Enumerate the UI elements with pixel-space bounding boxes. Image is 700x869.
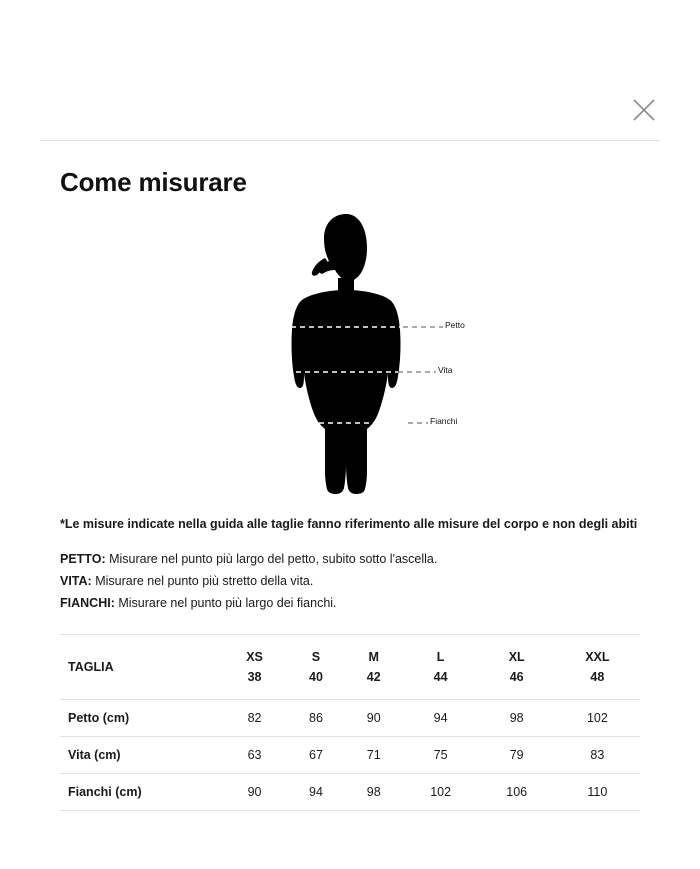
definition-term: FIANCHI:	[60, 596, 115, 610]
cell-value: 98	[345, 774, 403, 811]
table-row	[60, 774, 640, 811]
definition-text: Misurare nel punto più largo del petto, subito sotto l'ascella.	[105, 551, 438, 566]
size-letter: S	[311, 650, 321, 665]
row-label: Vita (cm)	[60, 737, 222, 774]
cell-value: 98	[479, 700, 555, 737]
size-column-s	[287, 635, 345, 700]
modal-content	[0, 167, 700, 811]
size-letter: XXL	[585, 650, 610, 665]
size-column-xs	[222, 635, 287, 700]
header-divider	[40, 140, 660, 141]
size-column-xxl	[555, 635, 640, 700]
table-header-row	[60, 635, 640, 700]
definition-term: VITA:	[60, 573, 92, 588]
size-column-m	[345, 635, 403, 700]
size-table	[60, 634, 640, 811]
measurement-definitions	[60, 548, 640, 615]
size-number: 40	[309, 670, 323, 685]
definition-term: PETTO:	[60, 551, 106, 566]
measurement-figure	[60, 210, 640, 500]
size-number: 38	[247, 670, 262, 685]
size-column-l	[403, 635, 479, 700]
size-number: 42	[366, 670, 381, 685]
table-row	[60, 700, 640, 737]
cell-value: 110	[555, 774, 640, 811]
modal-topbar	[0, 0, 700, 140]
label-petto: Petto	[445, 320, 465, 330]
definition-text: Misurare nel punto più stretto della vita.	[91, 573, 314, 588]
cell-value: 94	[403, 700, 479, 737]
row-label: Fianchi (cm)	[60, 774, 222, 811]
definition-petto	[60, 548, 640, 570]
cell-value: 90	[222, 774, 287, 811]
size-letter: M	[368, 650, 379, 665]
measurement-note: *Le misure indicate nella guida alle taglie fanno riferimento alle misure del corpo e non degli abiti	[60, 517, 638, 531]
cell-value: 79	[479, 737, 555, 774]
size-column-xl	[479, 635, 555, 700]
definition-text: Misurare nel punto più largo dei fianchi.	[114, 596, 337, 610]
cell-value: 86	[287, 700, 345, 737]
row-label: Petto (cm)	[60, 700, 222, 737]
definition-fianchi	[60, 592, 640, 614]
size-number: 48	[590, 670, 605, 685]
table-row	[60, 737, 640, 774]
cell-value: 90	[345, 700, 403, 737]
close-icon[interactable]	[630, 96, 658, 124]
label-fianchi: Fianchi	[430, 416, 458, 426]
size-letter: L	[436, 650, 445, 665]
cell-value: 102	[403, 774, 479, 811]
size-letter: XS	[246, 650, 263, 665]
cell-value: 67	[287, 737, 345, 774]
cell-value: 75	[403, 737, 479, 774]
cell-value: 106	[479, 774, 555, 811]
label-vita: Vita	[438, 365, 453, 375]
definition-vita	[60, 570, 640, 592]
cell-value: 71	[345, 737, 403, 774]
cell-value: 63	[222, 737, 287, 774]
page-title: Come misurare	[60, 167, 247, 197]
cell-value: 82	[222, 700, 287, 737]
size-number: 44	[433, 670, 448, 685]
body-silhouette-icon	[150, 210, 550, 500]
cell-value: 83	[555, 737, 640, 774]
cell-value: 102	[555, 700, 640, 737]
size-number: 46	[509, 670, 524, 685]
table-corner-label: TAGLIA	[60, 635, 222, 700]
cell-value: 94	[287, 774, 345, 811]
size-letter: XL	[508, 650, 525, 665]
